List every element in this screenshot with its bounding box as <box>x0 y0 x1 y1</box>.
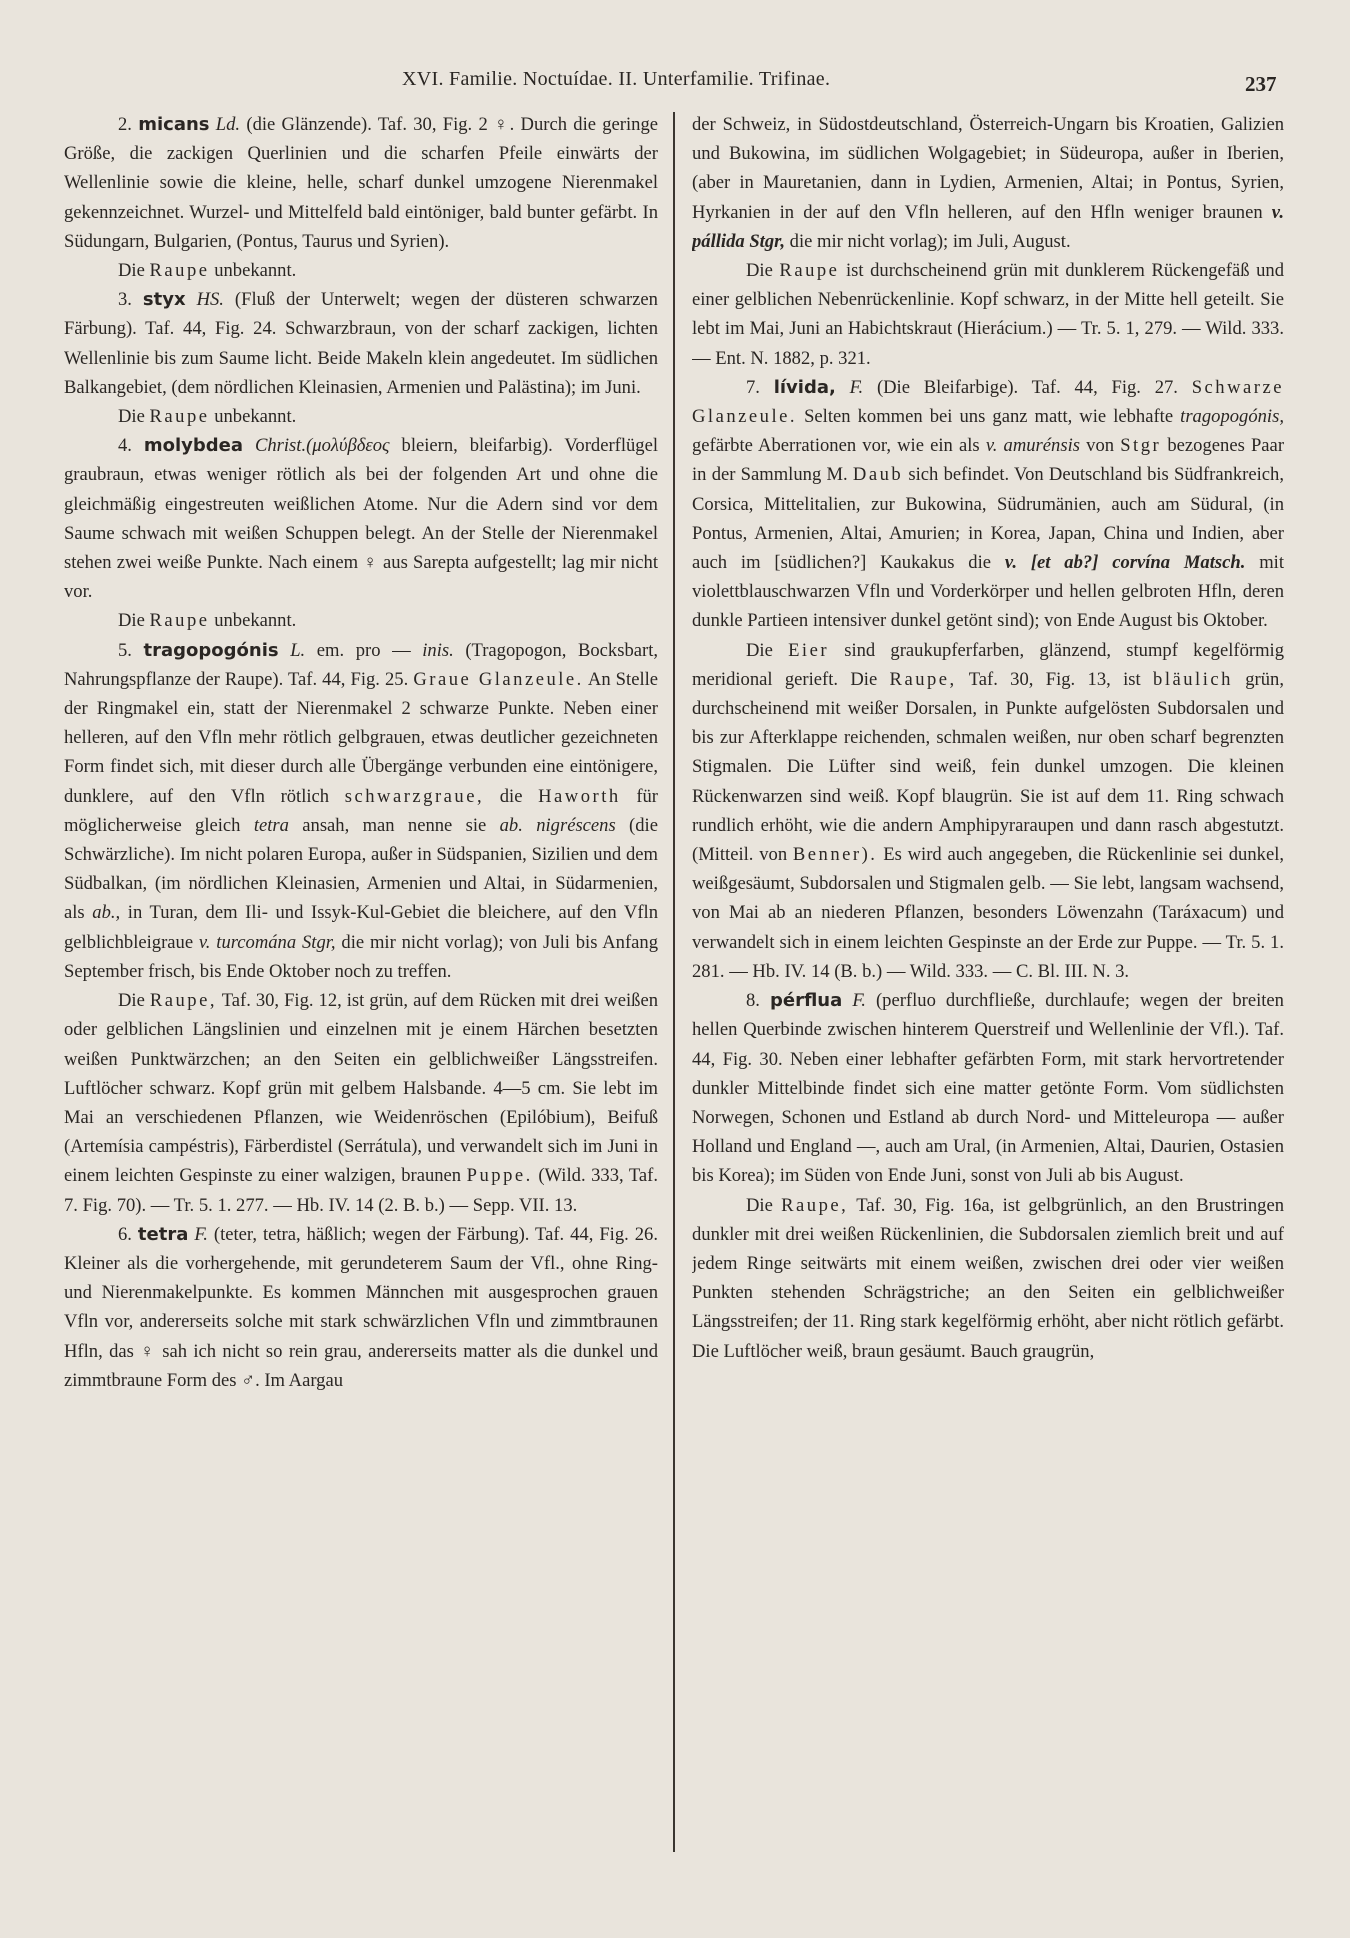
species-entry-tragopogonis <box>64 636 658 986</box>
larva-term: Raupe <box>149 610 210 632</box>
name-ending: inis. <box>422 639 454 661</box>
variety-name: v. amurénsis <box>985 435 1080 457</box>
emphasized-term: schwarzgraue, <box>344 785 485 807</box>
larva-description <box>692 256 1284 373</box>
running-head <box>0 68 1350 108</box>
entry-text: ansah, man nenne sie <box>302 814 487 836</box>
egg-term: Eier <box>788 639 830 661</box>
common-name: Schwarze Glanzeule. <box>692 376 1284 428</box>
entry-text: (die Glänzende). Taf. 30, Fig. 2 ♀. Durch die geringe Größe, die zackigen Querlinien und die scharfen Pfeile einwärts der Wellenlinie sowie die kleine, helle, scharf dunkel umzogene Nierenmakel gekennzeichnet. Wurzel- und Mittelfeld bald eintöniger, bald bunter gefärbt. In Südungarn, Bulgarien, (Pontus, Taurus und Syrien). <box>64 114 658 252</box>
species-entry-styx <box>64 285 658 402</box>
species-author: F. <box>852 990 866 1012</box>
larva-note-text: Die <box>118 406 145 428</box>
entry-text: grün, durchscheinend mit weißer Dorsalen, in Punkte aufgelösten Subdorsalen und bis zur Afterklappe reichenden, schmalen weißen, nur oben scharf begrenzten Stigmalen. Die Lüfter sind weiß, fein dunkel umzogen. Die kleinen Rückenwarzen sind weiß. Kopf blaugrün. Sie ist auf dem 11. Ring schwach rundlich erhöht, wie die andern Amphipyraraupen und dann rasch abgestutzt. (Mitteil. von <box>692 668 1284 866</box>
person-name: Daub <box>852 464 904 486</box>
larva-term: Raupe <box>149 260 210 282</box>
larva-term: Raupe, <box>889 668 957 690</box>
entry-number: 7. <box>746 376 760 398</box>
column-divider <box>673 112 675 1852</box>
entry-text: Die <box>118 990 145 1012</box>
entry-text: der Schweiz, in Südostdeutschland, Österreich-Ungarn bis Kroatien, Galizien und Bukowina, im südlichen Wolgagebiet; in Südeuropa, außer in Iberien, (aber in Mauretanien, dann in Lydien, Armenien, Altai; in Pontus, Syrien, Hyrkanien in der auf den Vfln helleren, auf den Hfln weniger braunen <box>692 114 1284 223</box>
entry-text: die mir nicht vorlag); von Juli bis Anfang September frisch, bis Ende Oktober noch zu treffen. <box>64 931 658 982</box>
references: (Wild. 333, Taf. 7. Fig. 70). — Tr. 5. 1. 277. — Hb. IV. 14 (2. B. b.) — Sepp. VII. 13. <box>64 1165 658 1216</box>
entry-text: von <box>1086 435 1115 457</box>
entry-text: (Fluß der Unterwelt; wegen der düsteren schwarzen Färbung). Taf. 44, Fig. 24. Schwarzbraun, von der scharf zackigen, lichten Wellenlinie bis zum Saume licht. Beide Makeln klein angedeutet. Im südlichen Balkangebiet, (dem nördlichen Kleinasien, Armenien und Palästina); im Juni. <box>64 289 658 398</box>
larva-note <box>64 606 658 635</box>
variety-name: v. [et ab?] corvína Matsch. <box>1004 552 1246 574</box>
entry-text: Die <box>746 1194 773 1216</box>
entry-text: in Turan, dem Ili- und Issyk-Kul-Gebiet die bleichere, auf den Vfln gelblichbleigraue <box>64 902 658 953</box>
larva-description <box>692 1191 1284 1366</box>
entry-text: Taf. 30, Fig. 13, ist <box>968 668 1141 690</box>
larva-term: Raupe, <box>149 990 218 1012</box>
larva-note-text: Die <box>118 610 145 632</box>
entry-text: mit violettblauschwarzen Vfln und Vorderkörper und hellen gelbroten Hfln, deren dunkle Partieen intensiver dunkel getönt sind); von Ende August bis Oktober. <box>692 552 1284 632</box>
header-title: XVI. Familie. Noctuídae. II. Unterfamilie. Trifinae. <box>402 68 831 90</box>
entry-text: bleiern, bleifarbig). Vorderflügel graubraun, etwas weniger rötlich als bei der folgenden Art und ohne die gleichmäßig eingestreuten weißlichen Atome. Nur die Adern sind vor dem Saume schwach mit weißen Schuppen belegt. An der Stelle der Nierenmakel stehen zwei weiße Punkte. Nach einem ♀ aus Sarepta aufgestellt; lag mir nicht vor. <box>64 435 658 603</box>
species-reference: tetra <box>253 814 289 836</box>
variety-name: v. pállida Stgr, <box>692 201 1284 252</box>
species-name: styx <box>142 289 186 311</box>
species-author: F. <box>194 1223 208 1245</box>
species-name: tragopogónis <box>143 639 279 661</box>
entry-text: Die <box>746 260 773 282</box>
entry-text: Es wird auch angegeben, die Rückenlinie sei dunkel, weißgesäumt, Subdorsalen und Stigmalen gelb. — Sie lebt, langsam wachsend, von Mai ab an niederen Pflanzen, besonders Löwenzahn (Taráxacum) und verwandelt sich in einem leichten Gespinste an der Erde zur Puppe. — Tr. 5. 1. 281. — Hb. IV. 14 (B. b.) — Wild. 333. — C. Bl. III. N. 3. <box>692 844 1284 982</box>
species-author: Ld. <box>215 114 241 135</box>
aberration-name: ab. nigréscens <box>499 814 616 836</box>
entry-text: die <box>499 785 523 807</box>
species-reference: tragopogónis, <box>1180 406 1284 428</box>
entry-text: die mir nicht vorlag); im Juli, August. <box>789 230 1071 252</box>
entry-number: 3. <box>118 289 132 311</box>
variety-name: v. turcomána Stgr, <box>198 931 336 953</box>
larva-description <box>64 986 658 1220</box>
entry-text: bezogenes Paar in der Sammlung M. <box>692 435 1284 486</box>
entry-text: em. pro — <box>316 639 411 661</box>
entry-text: An Stelle der Ringmakel ein, statt der Nierenmakel 2 schwarze Punkte. Neben einer helleren, auf den Vfln mehr rötlich gelbgrauen, etwas deutlicher gezeichneten Form findet sich, mit dieser durch alle Übergänge verbunden eine eintönigere, dunklere, auf den Vfln rötlich <box>64 668 658 807</box>
species-name: micans <box>138 114 210 135</box>
left-column <box>64 110 658 1910</box>
person-name: Stgr <box>1120 435 1162 457</box>
larva-term: Raupe <box>149 406 210 428</box>
aberration-abbrev: ab., <box>92 902 121 924</box>
species-entry-micans <box>64 110 658 256</box>
entry-number: 6. <box>118 1223 132 1245</box>
species-entry-tetra <box>64 1220 658 1395</box>
larva-term: Raupe <box>779 260 840 282</box>
entry-text: (die Schwärzliche). Im nicht polaren Europa, außer in Südspanien, Sizilien und dem Südbalkan, (im nördlichen Kleinasien, Armenien und Altai, in Südarmenien, als <box>64 814 658 924</box>
species-entry-perflua <box>692 986 1284 1190</box>
entry-text: Die <box>746 639 773 661</box>
species-author: Christ. <box>254 435 307 457</box>
entry-text: für möglicherweise gleich <box>64 785 658 836</box>
entry-number: 5. <box>118 639 132 661</box>
entry-number: 8. <box>746 990 760 1012</box>
right-column <box>692 110 1284 1910</box>
entry-text: sich befindet. Von Deutschland bis Südfrankreich, Corsica, Mittelitalien, zur Bukowina, Südrumänien, auch am Südural, (in Pontus, Armenien, Altai, Amurien; in Korea, Japan, China und Indien, aber auch im [südlichen?] Kaukakus die <box>692 464 1284 574</box>
larva-note-text: unbekannt. <box>214 610 297 632</box>
person-name: Haworth <box>538 785 621 807</box>
species-author: L. <box>290 639 306 661</box>
entry-text: Taf. 30, Fig. 16a, ist gelbgrünlich, an den Brustringen dunkler mit drei weißen Rückenlinien, die Subdorsalen ziemlich breit und auf jedem Ringe seitwärts mit einem weißen, zwischen drei oder vier weißen Punkten stehenden Schrägstriche; an den Seiten ein gelblichweißer Längsstreifen; der 11. Ring stark kegelförmig erhöht, aber nicht rötlich gefärbt. Die Luftlöcher weiß, braun gesäumt. Bauch graugrün, <box>692 1194 1284 1362</box>
entry-text: Selten kommen bei uns ganz matt, wie lebhafte <box>804 406 1174 428</box>
entry-number: 2. <box>118 114 132 135</box>
larva-note <box>64 402 658 431</box>
entry-text: sind graukupferfarben, glänzend, stumpf kegelförmig meridional gerieft. Die <box>692 639 1284 690</box>
entry-text: (Die Bleifarbige). Taf. 44, Fig. 27. <box>876 376 1178 398</box>
tetra-continuation <box>692 110 1284 256</box>
entry-text: Taf. 30, Fig. 12, ist grün, auf dem Rücken mit drei weißen oder gelblichen Längslinien und einzelnen mit je einem Härchen besetzten weißen Punktwärzchen; an den Seiten ein gelblichweißer Längsstreifen. Luftlöcher schwarz. Kopf grün mit gelbem Halsbande. 4—5 cm. Sie lebt im Mai an verschiedenen Pflanzen, wie Weidenröschen (Epilóbium), Beifuß (Artemísia campéstris), Färberdistel (Serrátula), und verwandelt sich im Juni in einem leichten Gespinste zu einer walzigen, braunen <box>64 990 658 1187</box>
entry-text: gefärbte Aberrationen vor, wie ein als <box>692 435 980 457</box>
larva-term: Raupe, <box>781 1194 849 1216</box>
species-entry-molybdea <box>64 431 658 606</box>
page-number: 237 <box>1245 72 1277 96</box>
species-author: HS. <box>196 289 224 311</box>
greek-etymology: (μολύβδεος <box>306 435 390 457</box>
entry-text: ist durchscheinend grün mit dunklerem Rückengefäß und einer gelblichen Nebenrückenlinie. Kopf schwarz, in der Mitte hell geteilt. Sie lebt im Mai, Juni an Habichtskraut (Hierácium.) — Tr. 5. 1, 279. — Wild. 333.— Ent. N. 1882, p. 321. <box>692 260 1284 369</box>
species-author: F. <box>849 376 864 398</box>
common-name: Graue Glanzeule. <box>413 668 584 690</box>
entry-text: (Tragopogon, Bocksbart, Nahrungspflanze der Raupe). Taf. 44, Fig. 25. <box>64 639 658 690</box>
person-name: Benner). <box>792 844 878 866</box>
species-name: lívida, <box>773 376 836 398</box>
species-name: pérflua <box>770 990 843 1012</box>
larva-note <box>64 256 658 285</box>
entry-text: (teter, tetra, häßlich; wegen der Färbung). Taf. 44, Fig. 26. Kleiner als die vorhergehende, mit gerundeterem Saum der Vfl., ohne Ring- und Nierenmakelpunkte. Es kommen Männchen mit ausgesprochen grauen Vfln vor, andererseits solche mit stark schwärzlichen Vfln und zimmtbraunen Hfln, das ♀ sah ich nicht so rein grau, andererseits matter als die dunkel und zimmtbraune Form des ♂. Im Aargau <box>64 1223 658 1391</box>
egg-and-larva-description <box>692 636 1284 986</box>
species-name: tetra <box>137 1223 189 1245</box>
larva-note-text: unbekannt. <box>214 406 297 428</box>
larva-note-text: Die <box>118 260 145 282</box>
entry-number: 4. <box>118 435 132 457</box>
larva-note-text: unbekannt. <box>214 260 297 282</box>
emphasized-term: bläulich <box>1153 668 1233 690</box>
species-entry-livida <box>692 373 1284 636</box>
entry-text: (perfluo durchfließe, durchlaufe; wegen der breiten hellen Querbinde zwischen hinterem Querstreif und Wellenlinie der Vfl.). Taf. 44, Fig. 30. Neben einer lebhafter gefärbten Form, mit stark hervortretender dunkler Mittelbinde findet sich eine matter getönte Form. Vom südlichsten Norwegen, Schonen und Estland ab durch Nord- und Mitteleuropa — außer Holland und England —, auch am Ural, (in Armenien, Altai, Daurien, Ostasien bis Korea); im Süden von Ende Juni, sonst von Juli ab bis August. <box>692 990 1284 1187</box>
pupa-term: Puppe. <box>466 1165 533 1187</box>
species-name: molybdea <box>143 435 244 457</box>
